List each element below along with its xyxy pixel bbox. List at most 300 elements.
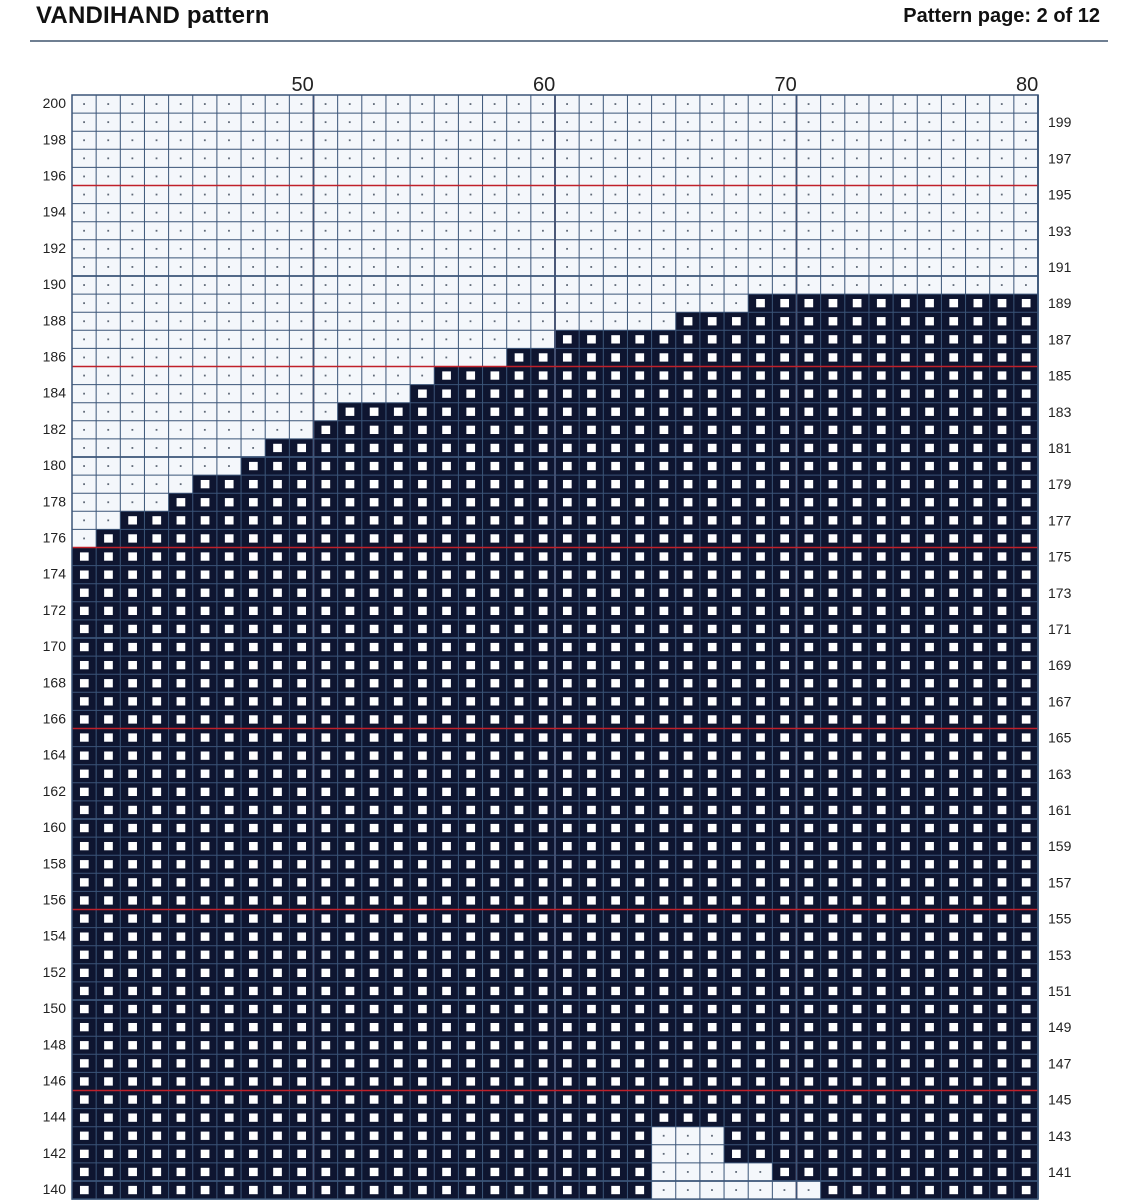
empty-cell-dot [349,320,351,322]
stitch-center [563,625,572,633]
stitch-center [684,896,693,904]
stitch-center [418,480,427,488]
empty-cell-dot [421,176,423,178]
stitch-center [877,335,886,343]
stitch-center [321,589,330,597]
stitch-center [949,770,958,778]
stitch-center [949,806,958,814]
row-label-right: 199 [1048,114,1072,131]
empty-cell-dot [880,176,882,178]
stitch-center [152,878,161,886]
stitch-center [225,570,234,578]
empty-cell-dot [421,375,423,377]
stitch-center [901,534,910,542]
empty-cell-dot [156,157,158,159]
empty-cell-dot [518,248,520,250]
stitch-center [998,1132,1007,1140]
empty-cell-dot [107,248,109,250]
empty-cell-dot [711,230,713,232]
stitch-center [394,896,403,904]
stitch-center [829,335,838,343]
stitch-center [225,878,234,886]
empty-cell-dot [83,230,85,232]
stitch-center [756,299,765,307]
empty-cell-dot [397,320,399,322]
stitch-center [635,1059,644,1067]
empty-cell-dot [204,320,206,322]
stitch-center [829,1005,838,1013]
stitch-center [297,498,306,506]
stitch-center [370,951,379,959]
empty-cell-dot [904,176,906,178]
stitch-center [273,1023,282,1031]
stitch-center [732,788,741,796]
stitch-center [877,353,886,361]
stitch-center [998,951,1007,959]
empty-cell-dot [928,103,930,105]
empty-cell-dot [639,194,641,196]
stitch-center [321,878,330,886]
stitch-center [708,389,717,397]
stitch-center [998,896,1007,904]
stitch-center [539,1113,548,1121]
stitch-center [684,1023,693,1031]
empty-cell-dot [494,176,496,178]
stitch-center [515,426,524,434]
empty-cell-dot [953,157,955,159]
stitch-center [1022,679,1031,687]
stitch-center [466,498,475,506]
empty-cell-dot [1001,121,1003,123]
empty-cell-dot [784,103,786,105]
empty-cell-dot [83,139,85,141]
stitch-center [225,1168,234,1176]
stitch-center [853,1077,862,1085]
stitch-center [442,1168,451,1176]
stitch-center [563,534,572,542]
stitch-center [684,1041,693,1049]
empty-cell-dot [421,139,423,141]
stitch-center [901,860,910,868]
stitch-center [635,516,644,524]
stitch-center [466,1168,475,1176]
stitch-center [974,317,983,325]
stitch-center [1022,751,1031,759]
stitch-center [877,824,886,832]
stitch-center [225,516,234,524]
stitch-center [80,697,89,705]
stitch-center [780,516,789,524]
stitch-center [732,371,741,379]
empty-cell-dot [180,338,182,340]
stitch-center [128,534,137,542]
stitch-center [346,878,355,886]
empty-cell-dot [518,338,520,340]
stitch-center [466,1113,475,1121]
empty-cell-dot [301,375,303,377]
stitch-center [1022,389,1031,397]
stitch-center [321,534,330,542]
column-label: 80 [1016,74,1039,96]
stitch-center [515,589,524,597]
stitch-center [177,1168,186,1176]
stitch-center [370,987,379,995]
stitch-center [611,371,620,379]
stitch-center [732,770,741,778]
stitch-center [466,932,475,940]
stitch-center [321,426,330,434]
empty-cell-dot [663,1135,665,1137]
stitch-center [346,444,355,452]
stitch-center [1022,860,1031,868]
stitch-center [829,625,838,633]
row-label-right: 187 [1048,331,1072,348]
stitch-center [249,1077,258,1085]
stitch-center [515,896,524,904]
stitch-center [925,1132,934,1140]
stitch-center [974,932,983,940]
stitch-center [346,770,355,778]
stitch-center [201,932,210,940]
stitch-center [877,1005,886,1013]
row-label-left: 170 [42,638,66,655]
stitch-center [732,426,741,434]
stitch-center [152,969,161,977]
stitch-center [297,860,306,868]
stitch-center [635,1041,644,1049]
empty-cell-dot [759,176,761,178]
stitch-center [756,534,765,542]
stitch-center [708,860,717,868]
empty-cell-dot [397,338,399,340]
stitch-center [732,733,741,741]
empty-cell-dot [663,1153,665,1155]
stitch-center [201,1059,210,1067]
stitch-center [974,987,983,995]
stitch-center [732,987,741,995]
stitch-center [563,860,572,868]
stitch-center [225,860,234,868]
stitch-center [660,1059,669,1067]
stitch-center [780,625,789,633]
empty-cell-dot [204,357,206,359]
stitch-center [442,570,451,578]
stitch-center [684,335,693,343]
stitch-center [974,1132,983,1140]
stitch-center [901,1005,910,1013]
empty-cell-dot [1025,284,1027,286]
stitch-center [708,1005,717,1013]
stitch-center [877,914,886,922]
empty-cell-dot [349,302,351,304]
stitch-center [998,1077,1007,1085]
empty-cell-dot [373,320,375,322]
stitch-center [249,1059,258,1067]
stitch-center [201,914,210,922]
stitch-center [466,516,475,524]
stitch-center [249,842,258,850]
stitch-center [877,770,886,778]
empty-cell-dot [373,375,375,377]
stitch-center [853,715,862,723]
empty-cell-dot [349,338,351,340]
stitch-center [635,751,644,759]
empty-cell-dot [276,411,278,413]
stitch-center [321,1095,330,1103]
stitch-center [708,498,717,506]
empty-cell-dot [131,429,133,431]
empty-cell-dot [566,103,568,105]
row-label-left: 184 [42,384,66,401]
stitch-center [829,643,838,651]
stitch-center [611,570,620,578]
empty-cell-dot [204,248,206,250]
stitch-center [684,570,693,578]
stitch-center [491,661,500,669]
empty-cell-dot [470,230,472,232]
stitch-center [466,751,475,759]
stitch-center [539,770,548,778]
stitch-center [394,733,403,741]
stitch-center [394,516,403,524]
stitch-center [660,335,669,343]
empty-cell-dot [156,194,158,196]
stitch-center [563,1113,572,1121]
stitch-center [442,1041,451,1049]
stitch-center [370,1005,379,1013]
stitch-center [635,715,644,723]
stitch-center [853,317,862,325]
stitch-center [611,806,620,814]
stitch-center [853,534,862,542]
stitch-center [829,552,838,560]
stitch-center [660,480,669,488]
empty-cell-dot [928,266,930,268]
empty-cell-dot [228,266,230,268]
stitch-center [152,806,161,814]
empty-cell-dot [397,194,399,196]
stitch-center [466,842,475,850]
row-label-right: 197 [1048,150,1072,167]
stitch-center [128,1095,137,1103]
stitch-center [925,951,934,959]
stitch-center [128,697,137,705]
stitch-center [708,1113,717,1121]
stitch-center [466,389,475,397]
stitch-center [877,1150,886,1158]
stitch-center [128,552,137,560]
stitch-center [660,444,669,452]
stitch-center [249,932,258,940]
stitch-center [273,788,282,796]
stitch-center [273,679,282,687]
empty-cell-dot [228,103,230,105]
row-label-right: 163 [1048,765,1072,782]
stitch-center [201,1113,210,1121]
empty-cell-dot [687,284,689,286]
stitch-center [804,534,813,542]
empty-cell-dot [977,157,979,159]
stitch-center [152,643,161,651]
empty-cell-dot [663,139,665,141]
stitch-center [273,697,282,705]
stitch-center [974,1095,983,1103]
stitch-center [853,371,862,379]
stitch-center [660,661,669,669]
stitch-center [611,1168,620,1176]
empty-cell-dot [470,284,472,286]
stitch-center [756,788,765,796]
empty-cell-dot [953,284,955,286]
stitch-center [539,824,548,832]
stitch-center [853,643,862,651]
stitch-center [177,987,186,995]
empty-cell-dot [566,212,568,214]
empty-cell-dot [518,103,520,105]
stitch-center [273,1132,282,1140]
empty-cell-dot [107,483,109,485]
stitch-center [853,842,862,850]
empty-cell-dot [735,302,737,304]
stitch-center [104,951,113,959]
stitch-center [635,444,644,452]
stitch-center [225,1005,234,1013]
stitch-center [925,1023,934,1031]
empty-cell-dot [301,194,303,196]
stitch-center [442,1077,451,1085]
stitch-center [491,462,500,470]
stitch-center [853,408,862,416]
empty-cell-dot [325,230,327,232]
stitch-center [780,462,789,470]
stitch-center [80,1077,89,1085]
empty-cell-dot [228,176,230,178]
stitch-center [563,335,572,343]
stitch-center [660,589,669,597]
stitch-center [901,389,910,397]
stitch-center [346,679,355,687]
stitch-center [901,987,910,995]
stitch-center [128,570,137,578]
stitch-center [708,661,717,669]
stitch-center [901,914,910,922]
stitch-center [515,1077,524,1085]
stitch-center [539,987,548,995]
row-label-left: 140 [42,1181,66,1198]
stitch-center [974,607,983,615]
empty-cell-dot [131,465,133,467]
stitch-center [949,751,958,759]
stitch-center [756,552,765,560]
empty-cell-dot [397,139,399,141]
stitch-center [804,1023,813,1031]
empty-cell-dot [832,194,834,196]
stitch-center [853,353,862,361]
stitch-center [877,1113,886,1121]
stitch-center [394,751,403,759]
stitch-center [418,987,427,995]
empty-cell-dot [856,248,858,250]
stitch-center [418,951,427,959]
stitch-center [587,1186,596,1194]
stitch-center [515,462,524,470]
stitch-center [249,498,258,506]
stitch-center [756,1150,765,1158]
stitch-center [974,462,983,470]
stitch-center [273,552,282,560]
row-label-right: 191 [1048,258,1072,275]
stitch-center [442,697,451,705]
row-label-right: 147 [1048,1055,1072,1072]
stitch-center [998,1095,1007,1103]
stitch-center [491,842,500,850]
stitch-center [925,625,934,633]
stitch-center [901,643,910,651]
stitch-center [756,625,765,633]
stitch-center [949,643,958,651]
stitch-center [780,1168,789,1176]
stitch-center [587,1041,596,1049]
stitch-center [539,498,548,506]
empty-cell-dot [953,230,955,232]
stitch-center [297,733,306,741]
empty-cell-dot [397,266,399,268]
stitch-center [901,625,910,633]
stitch-center [346,552,355,560]
stitch-center [491,607,500,615]
stitch-center [804,371,813,379]
empty-cell-dot [880,139,882,141]
stitch-center [780,408,789,416]
stitch-center [297,444,306,452]
empty-cell-dot [156,447,158,449]
stitch-center [925,987,934,995]
stitch-center [998,408,1007,416]
stitch-center [466,679,475,687]
stitch-center [780,896,789,904]
stitch-center [660,733,669,741]
stitch-center [925,896,934,904]
empty-cell-dot [325,266,327,268]
stitch-center [925,516,934,524]
stitch-center [684,788,693,796]
stitch-center [732,353,741,361]
stitch-center [974,534,983,542]
stitch-center [80,860,89,868]
stitch-center [949,1005,958,1013]
empty-cell-dot [711,1189,713,1191]
stitch-center [901,317,910,325]
empty-cell-dot [397,121,399,123]
empty-cell-dot [1001,266,1003,268]
stitch-center [104,770,113,778]
stitch-center [418,1150,427,1158]
stitch-center [321,715,330,723]
empty-cell-dot [83,157,85,159]
stitch-center [804,661,813,669]
stitch-center [587,1113,596,1121]
stitch-center [177,625,186,633]
stitch-center [901,408,910,416]
stitch-center [563,914,572,922]
empty-cell-dot [590,302,592,304]
empty-cell-dot [276,212,278,214]
empty-cell-dot [711,176,713,178]
stitch-center [80,896,89,904]
empty-cell-dot [397,284,399,286]
stitch-center [804,1059,813,1067]
stitch-center [225,625,234,633]
